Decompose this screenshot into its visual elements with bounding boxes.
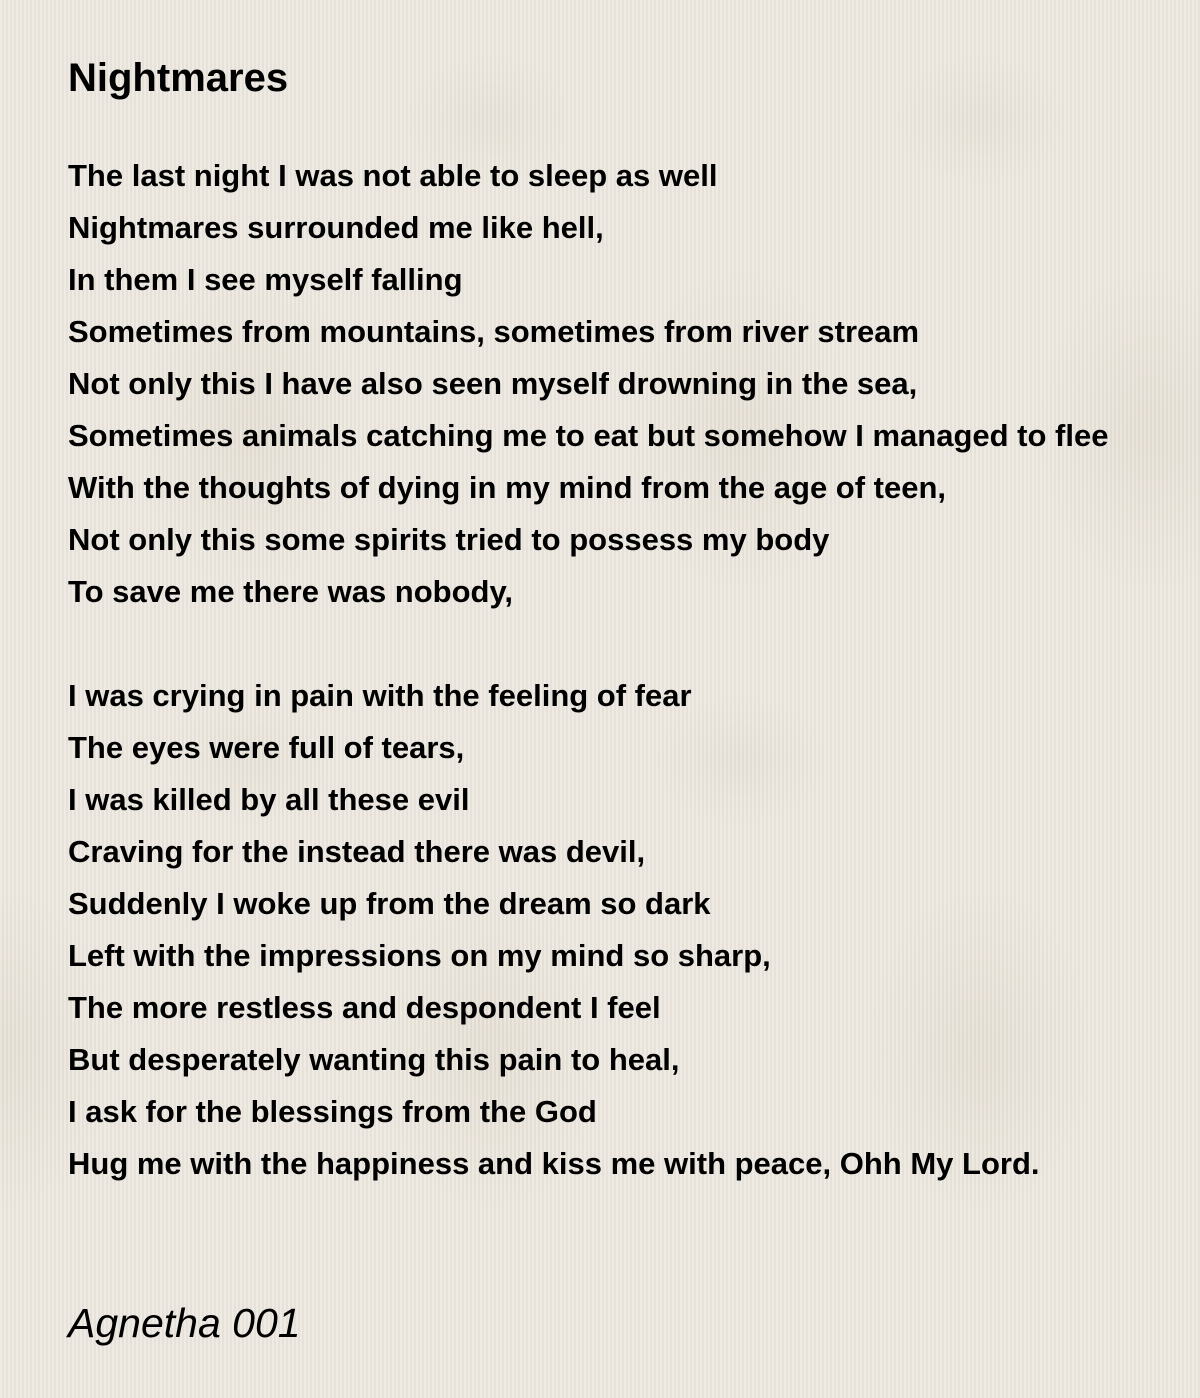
poem-author: Agnetha 001 — [68, 1300, 301, 1346]
poem-line: Hug me with the happiness and kiss me with peace, Ohh My Lord. — [68, 1146, 1040, 1181]
poem-line: Left with the impressions on my mind so sharp, — [68, 938, 771, 973]
poem-line: I was killed by all these evil — [68, 782, 470, 817]
poem-line: The last night I was not able to sleep as well — [68, 158, 718, 193]
poem-line: Suddenly I woke up from the dream so dark — [68, 886, 711, 921]
poem-line: I ask for the blessings from the God — [68, 1094, 597, 1129]
poem-line: With the thoughts of dying in my mind from the age of teen, — [68, 470, 947, 505]
poem-line: Nightmares surrounded me like hell, — [68, 210, 604, 245]
poem-line: Not only this some spirits tried to possess my body — [68, 522, 830, 557]
poem-line: The eyes were full of tears, — [68, 730, 465, 765]
poem-line: To save me there was nobody, — [68, 574, 514, 609]
poem-line: Craving for the instead there was devil, — [68, 834, 646, 869]
poem-line: In them I see myself falling — [68, 262, 463, 297]
stanza-1 — [68, 150, 1108, 618]
poem-line: I was crying in pain with the feeling of fear — [68, 678, 692, 713]
poem-body — [68, 150, 1108, 1242]
poem-line: The more restless and despondent I feel — [68, 990, 661, 1025]
poem-line: But desperately wanting this pain to heal, — [68, 1042, 680, 1077]
poem-title: Nightmares — [68, 56, 289, 100]
poem-line: Sometimes from mountains, sometimes from river stream — [68, 314, 920, 349]
poem-line: Not only this I have also seen myself drowning in the sea, — [68, 366, 918, 401]
poem-line: Sometimes animals catching me to eat but somehow I managed to flee — [68, 418, 1109, 453]
stanza-2 — [68, 670, 1108, 1190]
